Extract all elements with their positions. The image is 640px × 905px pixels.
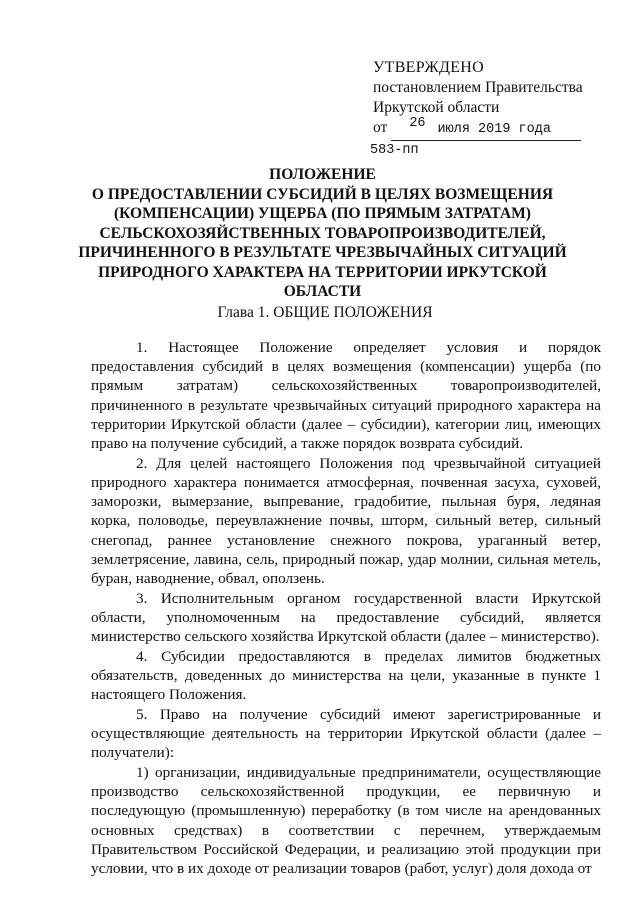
approval-line-2: Иркутской области — [373, 99, 500, 116]
date-field — [391, 116, 581, 141]
paragraph-1: 1. Настоящее Положение определяет условия и порядок предоставления субсидий в целях возмещения (компенсации) ущерба (по прямым затратам) сельскохозяйственных товаропроизводителей, причиненного в результате чрезвычайных ситуаций природного характера на территории Иркутской области (далее – субсидии), категории лиц, имеющих право на получение субсидий, а также порядок возврата субсидий. — [91, 339, 601, 453]
paragraph-5: 5. Право на получение субсидий имеют зарегистрированные и осуществляющие деятельность на территории Иркутской области (далее – получатели): — [91, 705, 601, 762]
date-day: 26 — [409, 116, 426, 131]
approval-date-line — [373, 118, 623, 141]
title-line: О ПРЕДОСТАВЛЕНИИ СУБСИДИЙ В ЦЕЛЯХ ВОЗМЕЩЕНИЯ — [91, 185, 554, 203]
title-line: СЕЛЬСКОХОЗЯЙСТВЕННЫХ ТОВАРОПРОИЗВОДИТЕЛЕЙ, — [99, 224, 546, 242]
title-line: (КОМПЕНСАЦИИ) УЩЕРБА (ПО ПРЯМЫМ ЗАТРАТАМ) — [114, 205, 531, 222]
paragraph-5-item-1: 1) организации, индивидуальные предприниматели, осуществляющие производство сельскохозяйственной продукции, ее первичную и последующую (промышленную) переработку (в том числе на арендованных основных средствах) в соответствии с перечнем, утверждаемым Правительством Российской Федерации, и реализацию этой продукции при условии, что в их доходе от реализации товаров (работ, услуг) доля дохода от — [91, 763, 601, 877]
title-line: ПРИЧИНЕННОГО В РЕЗУЛЬТАТЕ ЧРЕЗВЫЧАЙНЫХ СИТУАЦИЙ — [78, 244, 567, 261]
chapter-heading: Глава 1. ОБЩИЕ ПОЛОЖЕНИЯ — [217, 304, 433, 321]
title-line: ПРИРОДНОГО ХАРАКТЕРА НА ТЕРРИТОРИИ ИРКУТСКОЙ — [98, 263, 547, 281]
title-line: ПОЛОЖЕНИЕ — [269, 166, 376, 183]
approval-heading: УТВЕРЖДЕНО — [373, 59, 485, 76]
document-body — [91, 338, 601, 879]
document-title — [40, 165, 605, 302]
date-prefix: от — [373, 119, 388, 136]
approval-line-1: постановлением Правительства — [373, 79, 583, 96]
date-month-year: июля 2019 года — [437, 122, 551, 137]
paragraph-3: 3. Исполнительным органом государственной власти Иркутской области, уполномоченным на предоставление субсидий, является министерство сельского хозяйства Иркутской области (далее – министерство). — [91, 589, 601, 646]
approval-stamp — [370, 58, 623, 161]
paragraph-2: 2. Для целей настоящего Положения под чрезвычайной ситуацией природного характера понимается атмосферная, почвенная засуха, суховей, заморозки, вымерзание, выпревание, градобитие, пыльная буря, ледяная корка, половодье, переувлажнение почвы, шторм, сильный ветер, сильный снегопад, раннее установление снежного покрова, ураганный ветер, землетрясение, лавина, сель, природный пожар, удар молнии, сильная метель, буран, наводнение, обвал, оползень. — [91, 454, 601, 587]
title-line: ОБЛАСТИ — [283, 283, 362, 300]
paragraph-4: 4. Субсидии предоставляются в пределах лимитов бюджетных обязательств, доведенных до министерства на цели, указанные в пункте 1 настоящего Положения. — [91, 647, 601, 704]
approval-number: 583-пп — [370, 143, 419, 158]
